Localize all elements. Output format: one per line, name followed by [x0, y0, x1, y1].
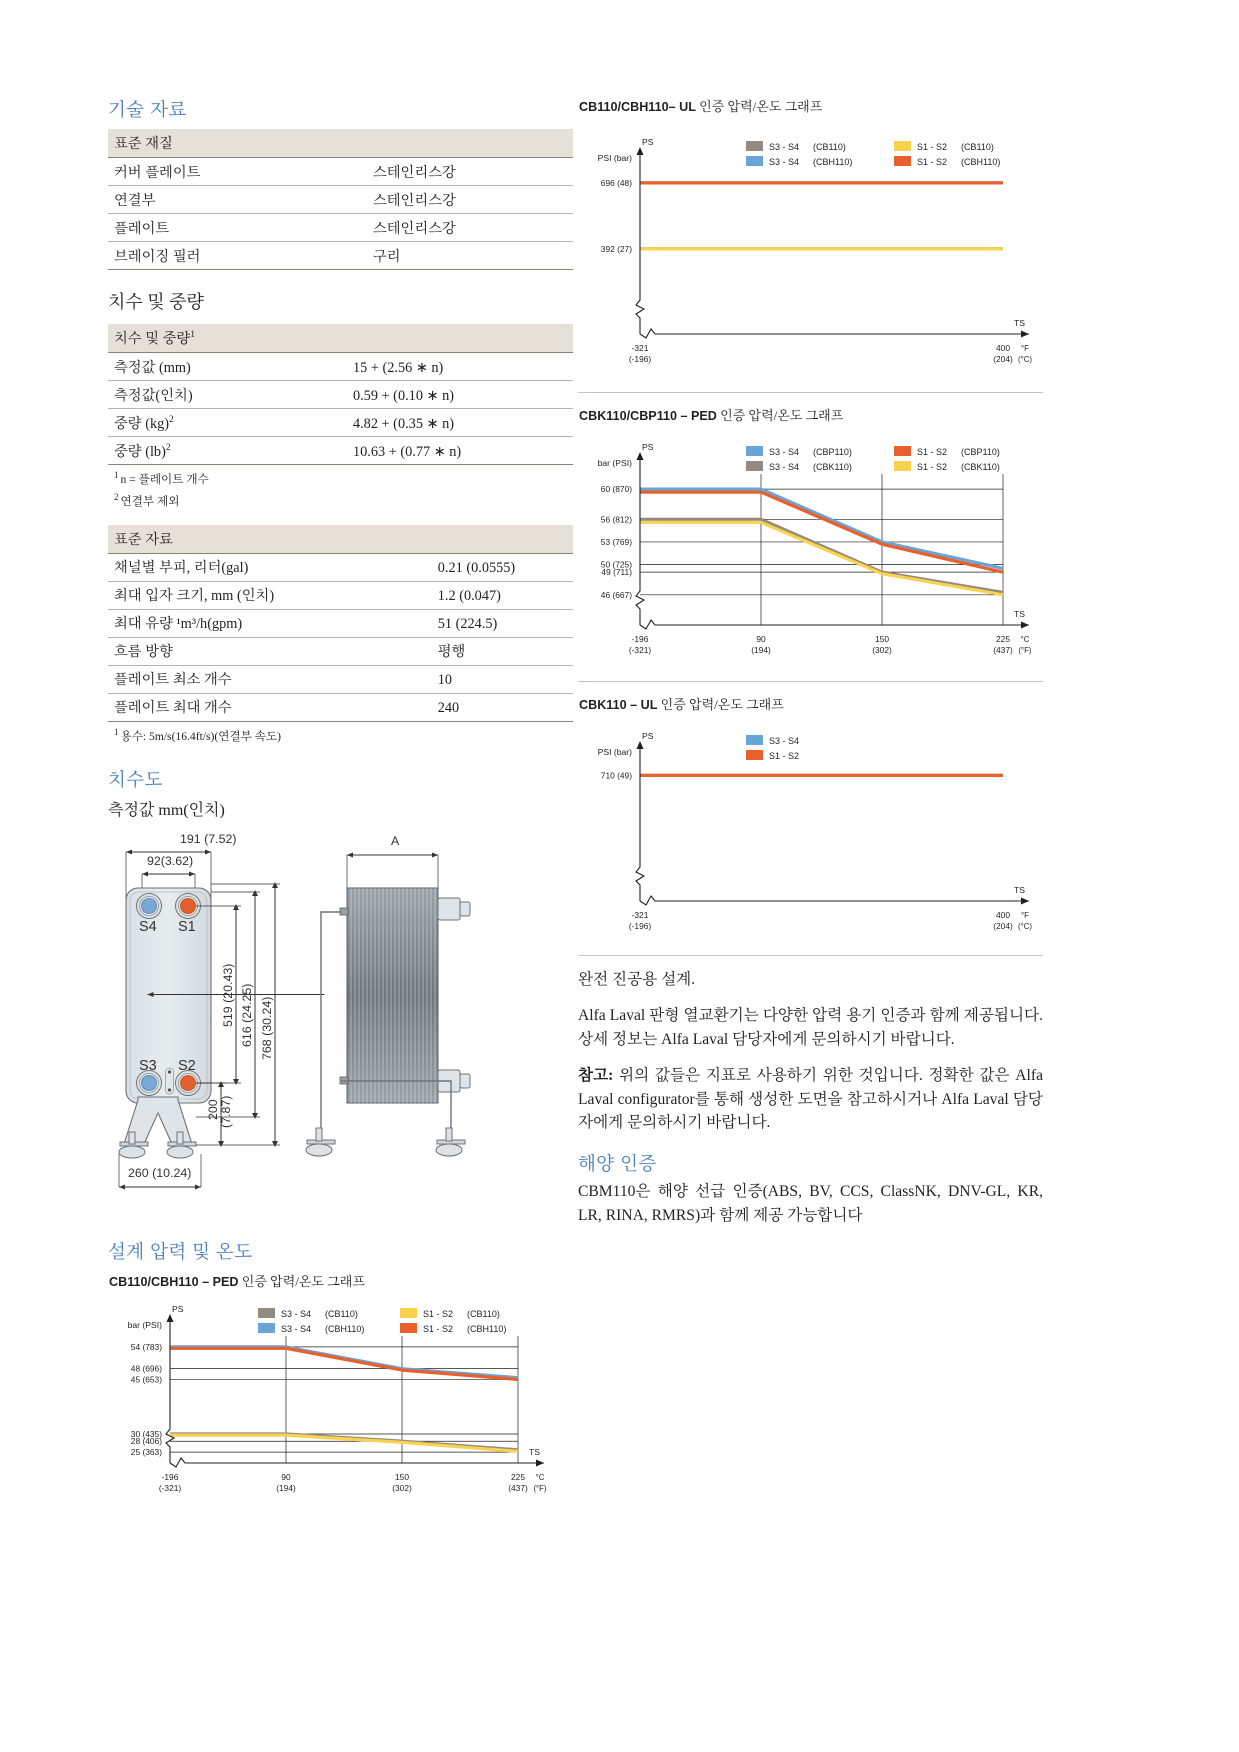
materials-value: 구리: [261, 242, 573, 270]
legend-label: S3 - S4: [769, 142, 800, 152]
dims-label: 중량 (lb)$^2$: [108, 437, 241, 465]
x-axis-arrow: [1021, 331, 1029, 338]
legend-model: (CB110): [325, 1308, 358, 1319]
x-axis-arrow: [536, 1459, 544, 1466]
port-label-s4: S4: [139, 918, 157, 935]
table-row: [108, 353, 573, 381]
series-line: [640, 492, 1003, 572]
chart-cbk110-ul: [578, 694, 1043, 945]
materials-table: [108, 129, 573, 270]
standard-label: 최대 입자 크기, mm (인치): [108, 581, 326, 609]
table-row: [108, 186, 573, 214]
y-unit-label: PSI (bar): [597, 747, 632, 757]
ts-label: TS: [1014, 609, 1025, 619]
y-tick-label: 45 (653): [130, 1374, 162, 1385]
legend-swatch: [746, 750, 763, 760]
standard-label: 흐름 방향: [108, 637, 326, 665]
legend-model: (CB110): [467, 1308, 500, 1319]
x-tick-label-top: -321: [631, 343, 649, 353]
drawing-subtitle: 측정값 mm(인치): [108, 801, 225, 819]
table-row: [108, 609, 573, 637]
materials-value: 스테인리스강: [261, 158, 573, 186]
x-tick-label-top: 150: [395, 1471, 409, 1482]
legend-label: S3 - S4: [281, 1323, 312, 1334]
divider-2: [578, 681, 1043, 682]
dims-table: [108, 324, 573, 465]
x-unit-top: °F: [1021, 344, 1029, 353]
legend-swatch: [746, 141, 763, 151]
marine-heading: 해양 인증: [578, 1153, 657, 1175]
table-row: [108, 158, 573, 186]
standard-table-header: 표준 자료: [108, 525, 573, 554]
table-row: [108, 409, 573, 437]
legend-model: (CBK110): [813, 462, 852, 472]
table-row: [108, 693, 573, 721]
x-tick-label-bottom: (194): [276, 1482, 296, 1493]
y-tick-label: 60 (870): [600, 484, 632, 495]
table-row: [108, 553, 573, 581]
legend-label: S1 - S2: [917, 447, 948, 457]
x-tick-label-bottom: (437): [993, 645, 1013, 655]
legend-label: S1 - S2: [917, 142, 948, 152]
standard-label: 채널별 부피, 리터(gal): [108, 553, 326, 581]
footnote: $^1$ 용수: 5m/s(16.4ft/s)(연결부 속도): [114, 726, 282, 743]
legend-label: S1 - S2: [423, 1308, 454, 1319]
legend-swatch: [894, 141, 911, 151]
ps-label: PS: [642, 442, 654, 452]
left-column: [108, 96, 573, 1513]
materials-label: 연결부: [108, 186, 261, 214]
legend-swatch: [746, 461, 763, 471]
legend-label: S1 - S2: [917, 462, 948, 472]
ps-label: PS: [642, 137, 654, 147]
dimension-drawing: [108, 832, 573, 1232]
cbk110-ped-svg: [578, 426, 1043, 671]
dims-label: 중량 (kg)$^2$: [108, 409, 241, 437]
y-tick-label: 710 (49): [600, 770, 632, 781]
legend-swatch: [746, 446, 763, 456]
dims-heading: 치수 및 중량: [108, 292, 204, 312]
series-line: [170, 1435, 518, 1451]
table-row: [108, 242, 573, 270]
table-row: [108, 214, 573, 242]
standard-value: 0.21 (0.0555): [326, 553, 573, 581]
x-axis: [640, 620, 1029, 629]
dim-200-inch-label: (7.87): [219, 1095, 233, 1128]
legend-label: S3 - S4: [769, 736, 800, 746]
x-tick-label-top: 90: [756, 634, 766, 644]
x-tick-label-top: 150: [875, 634, 889, 644]
legend-label: S3 - S4: [281, 1308, 312, 1319]
dims-label: 측정값(인치): [108, 381, 241, 409]
footnote: $^2$ 연결부 제외: [114, 491, 180, 508]
dim-191-label: 191 (7.52): [180, 831, 237, 846]
dims-label: 측정값 (mm): [108, 353, 241, 381]
cb110-ul-svg: [578, 117, 1043, 382]
y-axis: [636, 745, 644, 901]
port-label-s3: S3: [139, 1057, 157, 1074]
chart-cb110-ped: [108, 1271, 573, 1507]
legend-model: (CBK110): [961, 462, 1000, 472]
port-label-s1: S1: [178, 918, 196, 935]
legend-model: (CBP110): [961, 447, 1000, 457]
marine-text: CBM110은 해양 선급 인증(ABS, BV, CCS, ClassNK, DNV-GL, KR, LR, RINA, RMRS)과 함께 제공 가능합니다: [578, 1183, 1043, 1224]
legend-swatch: [746, 735, 763, 745]
x-tick-label-bottom: (-321): [628, 645, 652, 655]
legend-swatch: [258, 1323, 275, 1333]
materials-label: 플레이트: [108, 214, 261, 242]
y-tick-label: 28 (406): [130, 1435, 162, 1446]
x-unit-bottom: (°C): [1018, 355, 1032, 364]
x-unit-top: °C: [1020, 635, 1030, 644]
standard-value: 10: [326, 665, 573, 693]
series-line: [170, 1348, 518, 1379]
y-tick-label: 53 (769): [600, 536, 632, 547]
x-axis: [170, 1458, 544, 1467]
y-tick-label: 30 (435): [130, 1428, 162, 1439]
standard-value: 1.2 (0.047): [326, 581, 573, 609]
dim-260-label: 260 (10.24): [128, 1165, 192, 1180]
table-row: [108, 581, 573, 609]
chart-cbk110-ped-title: CBK110/CBP110 – PED 인증 압력/온도 그래프: [579, 408, 844, 423]
x-tick-label-bottom: (204): [993, 354, 1013, 364]
x-tick-label-bottom: (-321): [158, 1482, 182, 1493]
y-axis-arrow: [637, 452, 644, 460]
note-paragraph: 참고: 위의 값들은 지표로 사용하기 위한 것입니다. 정확한 값은 Alfa Laval configurator를 통해 생성한 도면을 참고하시거나 Alfa Laval 담당자에게 문의하시기 바랍니다.: [578, 1067, 1043, 1131]
legend-model: (CBH110): [813, 157, 853, 167]
legend-model: (CBP110): [813, 447, 852, 457]
x-tick-label-bottom: (-196): [628, 354, 652, 364]
materials-value: 스테인리스강: [261, 186, 573, 214]
standard-label: 최대 유량 ¹m³/h(gpm): [108, 609, 326, 637]
materials-label: 커버 플레이트: [108, 158, 261, 186]
y-tick-label: 696 (48): [600, 177, 632, 188]
y-unit-label: PSI (bar): [597, 153, 632, 163]
legend-label: S3 - S4: [769, 462, 800, 472]
dim-768-label: 768 (30.24): [260, 996, 274, 1060]
y-tick-label: 56 (812): [600, 514, 632, 525]
legend-model: (CBH110): [467, 1323, 507, 1334]
ts-label: TS: [1014, 318, 1025, 328]
cbk110-ul-svg: [578, 715, 1043, 945]
x-axis-arrow: [1021, 622, 1029, 629]
x-tick-label-bottom: (302): [392, 1482, 412, 1493]
legend-model: (CBH110): [961, 157, 1001, 167]
legend-swatch: [258, 1308, 275, 1318]
legend-swatch: [400, 1308, 417, 1318]
y-axis-arrow: [637, 147, 644, 155]
dims-table-header: 치수 및 중량$^1$: [108, 324, 573, 353]
y-tick-label: 25 (363): [130, 1446, 162, 1457]
materials-table-header: 표준 재질: [108, 129, 573, 158]
table-row: [108, 665, 573, 693]
divider-3: [578, 955, 1043, 956]
y-unit-label: bar (PSI): [127, 1319, 162, 1330]
series-line: [170, 1346, 518, 1377]
certification-paragraph: Alfa Laval 판형 열교환기는 다양한 압력 용기 인증과 함께 제공됩니다. 상세 정보는 Alfa Laval 담당자에게 문의하시기 바랍니다.: [578, 1007, 1043, 1048]
y-tick-label: 48 (696): [130, 1363, 162, 1374]
x-axis-arrow: [1021, 898, 1029, 905]
right-column: [578, 96, 1043, 1240]
y-axis-arrow: [637, 741, 644, 749]
x-axis: [640, 896, 1029, 905]
ps-label: PS: [642, 731, 654, 741]
y-tick-label: 49 (711): [601, 567, 632, 578]
materials-value: 스테인리스강: [261, 214, 573, 242]
y-tick-label: 54 (783): [130, 1341, 162, 1352]
dim-200-label: 200: [206, 1098, 220, 1120]
x-tick-label-top: 225: [511, 1471, 525, 1482]
y-axis-arrow: [167, 1314, 174, 1322]
x-unit-top: °F: [1021, 911, 1029, 920]
x-tick-label-top: 400: [996, 910, 1010, 920]
dims-value: 0.59 + (0.10 ∗ n): [241, 381, 573, 409]
legend-label: S3 - S4: [769, 157, 800, 167]
x-tick-label-top: 225: [996, 634, 1010, 644]
x-tick-label-bottom: (194): [751, 645, 771, 655]
x-tick-label-top: -321: [631, 910, 649, 920]
footnote: $^1$ n = 플레이트 개수: [114, 470, 209, 486]
standard-label: 플레이트 최대 개수: [108, 693, 326, 721]
x-tick-label-top: 90: [281, 1471, 291, 1482]
series-line: [640, 489, 1003, 568]
table-row: [108, 437, 573, 465]
chart-cb110-ul-title: CB110/CBH110– UL 인증 압력/온도 그래프: [579, 99, 823, 114]
legend-model: (CBH110): [325, 1323, 365, 1334]
legend-swatch: [894, 156, 911, 166]
x-tick-label-bottom: (437): [508, 1482, 528, 1493]
x-tick-label-bottom: (-196): [628, 921, 652, 931]
ps-label: PS: [172, 1303, 184, 1314]
y-tick-label: 392 (27): [600, 243, 632, 254]
legend-label: S1 - S2: [917, 157, 948, 167]
chart-cbk110-ul-title: CBK110 – UL 인증 압력/온도 그래프: [579, 697, 784, 712]
vacuum-text: 완전 진공용 설계.: [578, 971, 696, 988]
y-unit-label: bar (PSI): [597, 458, 632, 468]
y-tick-label: 46 (667): [600, 589, 632, 600]
legend-swatch: [894, 461, 911, 471]
legend-label: S3 - S4: [769, 447, 800, 457]
table-row: [108, 637, 573, 665]
dim-92-label: 92(3.62): [147, 853, 194, 868]
dim-519-label: 519 (20.43): [221, 963, 235, 1027]
x-axis: [640, 329, 1029, 338]
x-tick-label-top: 400: [996, 343, 1010, 353]
standard-value: 평행: [326, 637, 573, 665]
standard-value: 51 (224.5): [326, 609, 573, 637]
dim-A-label: A: [391, 833, 400, 848]
dims-value: 4.82 + (0.35 ∗ n): [241, 409, 573, 437]
ts-label: TS: [1014, 885, 1025, 895]
drawing-heading: 치수도: [108, 768, 163, 790]
ts-label: TS: [529, 1446, 540, 1457]
table-row: [108, 381, 573, 409]
x-tick-label-top: -196: [161, 1471, 179, 1482]
standard-value: 240: [326, 693, 573, 721]
legend-label: S1 - S2: [769, 751, 800, 761]
legend-swatch: [746, 156, 763, 166]
x-unit-bottom: (°F): [533, 1483, 547, 1493]
x-unit-bottom: (°C): [1018, 922, 1032, 931]
tech-data-heading: 기술 자료: [108, 99, 187, 120]
dims-value: 10.63 + (0.77 ∗ n): [241, 437, 573, 465]
legend-swatch: [894, 446, 911, 456]
port-label-s2: S2: [178, 1057, 196, 1074]
x-unit-top: °C: [535, 1472, 545, 1482]
chart-cb110-ul: [578, 96, 1043, 382]
y-axis: [636, 151, 644, 334]
design-pressure-heading: 설계 압력 및 온도: [108, 1240, 253, 1262]
x-tick-label-bottom: (204): [993, 921, 1013, 931]
chart-cbk110-ped: [578, 405, 1043, 671]
x-tick-label-bottom: (302): [872, 645, 892, 655]
legend-model: (CB110): [961, 142, 994, 152]
x-unit-bottom: (°F): [1018, 646, 1032, 655]
x-tick-label-top: -196: [631, 634, 649, 644]
y-tick-label: 50 (725): [600, 559, 632, 570]
legend-label: S1 - S2: [423, 1323, 454, 1334]
standard-table: [108, 525, 573, 722]
standard-label: 플레이트 최소 개수: [108, 665, 326, 693]
legend-model: (CB110): [813, 142, 846, 152]
dim-616-label: 616 (24.25): [240, 983, 254, 1047]
dims-value: 15 + (2.56 ∗ n): [241, 353, 573, 381]
y-axis: [636, 456, 644, 625]
materials-label: 브레이징 필러: [108, 242, 261, 270]
cb110-ped-svg: [108, 1292, 558, 1507]
divider-1: [578, 392, 1043, 393]
chart-cb110-ped-title: CB110/CBH110 – PED 인증 압력/온도 그래프: [109, 1273, 365, 1289]
legend-swatch: [400, 1323, 417, 1333]
